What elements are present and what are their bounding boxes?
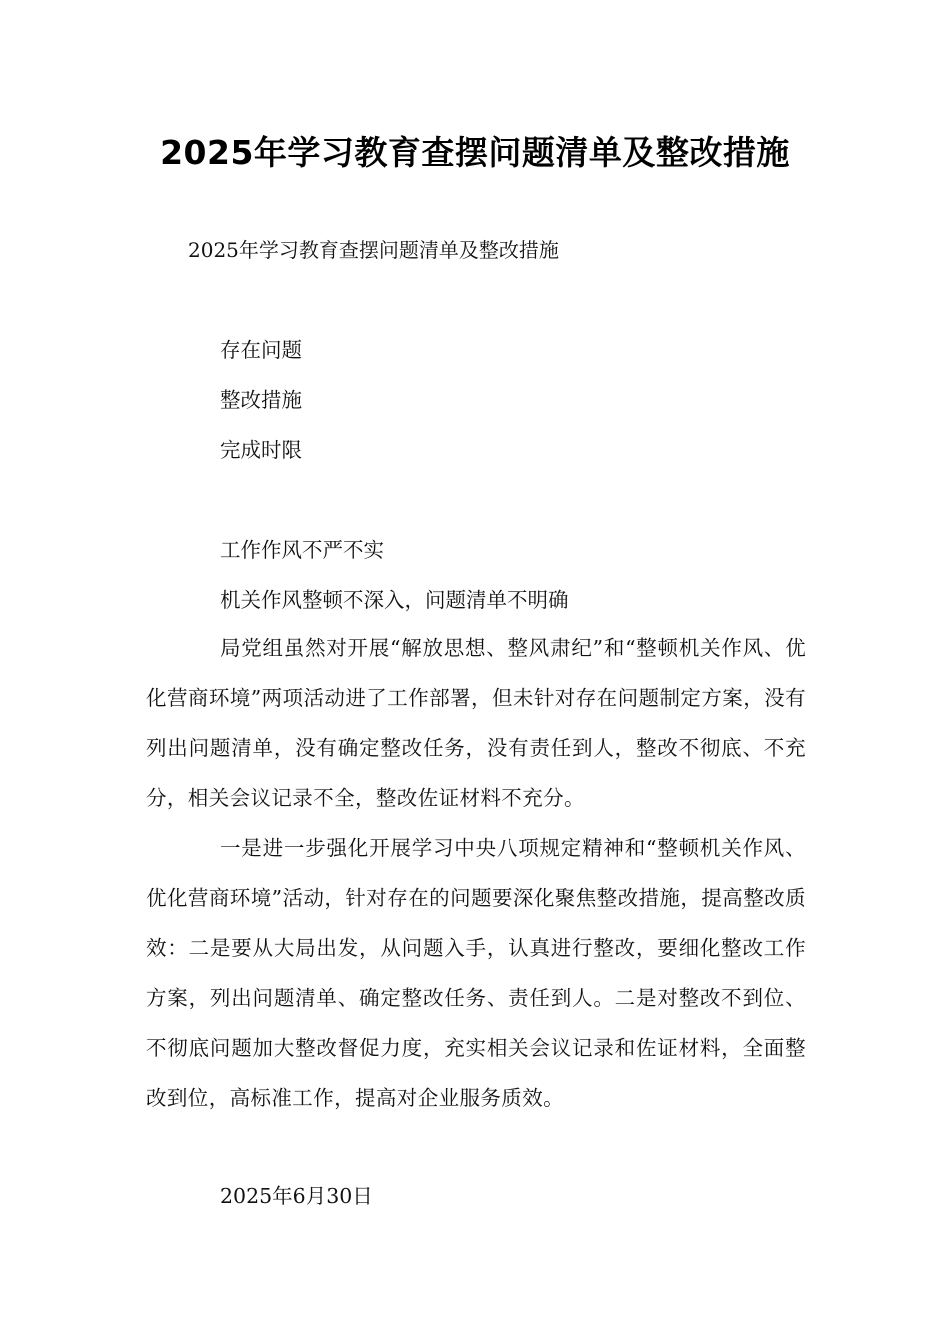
header-measures: 整改措施	[220, 388, 302, 412]
header-deadline: 完成时限	[220, 438, 302, 462]
document-subtitle: 2025年学习教育查摆问题清单及整改措施	[188, 238, 559, 262]
problem-description: 局党组虽然对开展“解放思想、整风肃纪”和“整顿机关作风、优化营商环境”两项活动进了工作部署，但未针对存在问题制定方案，没有列出问题清单，没有确定整改任务，没有责任到人，整改不彻底、不充分，相关会议记录不全，整改佐证材料不充分。	[146, 636, 806, 810]
completion-deadline: 2025年6月30日	[220, 1184, 373, 1208]
document-title: 2025年学习教育查摆问题清单及整改措施	[160, 133, 790, 172]
issue-title: 机关作风整顿不深入，问题清单不明确	[220, 588, 569, 612]
header-problem: 存在问题	[220, 338, 302, 362]
problem-category: 工作作风不严不实	[220, 538, 384, 562]
rectification-measures: 一是进一步强化开展学习中央八项规定精神和“整顿机关作风、优化营商环境”活动，针对存在的问题要深化聚焦整改措施，提高整改质效：二是要从大局出发，从问题入手，认真进行整改，要细化整改工作方案，列出问题清单、确定整改任务、责任到人。二是对整改不到位、不彻底问题加大整改督促力度，充实相关会议记录和佐证材料，全面整改到位，高标准工作，提高对企业服务质效。	[146, 836, 806, 1110]
